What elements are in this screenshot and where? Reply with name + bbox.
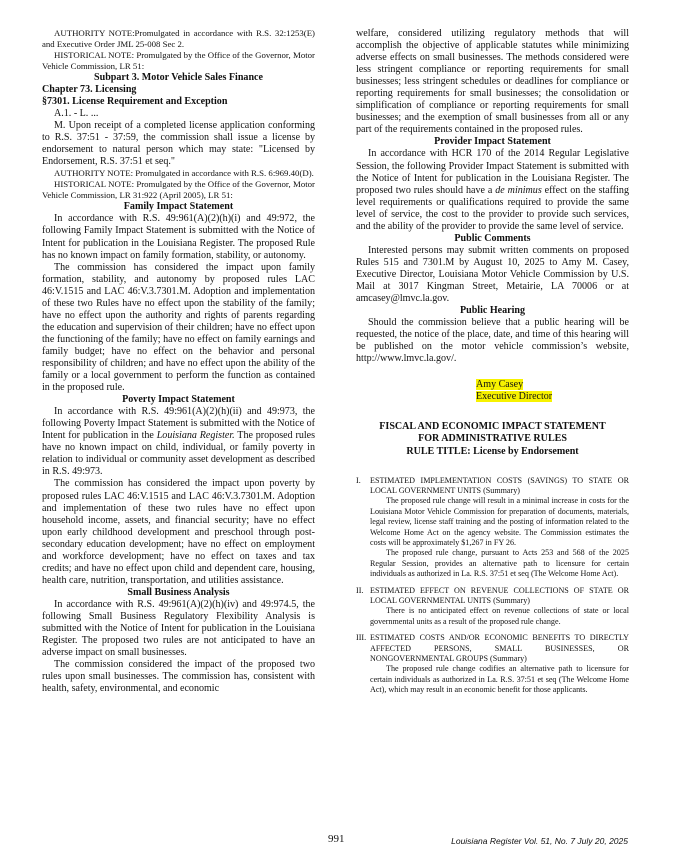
rule-title: RULE TITLE: License by Endorsement [406,445,579,457]
text-run: The proposed rules have no known impact on child, individual, or family poverty in relation to individual or community asset development as described in R.S. 49:973. [42,430,315,478]
paragraph: welfare, considered utilizing regulatory methods that will accomplish the objective of applicable statutes while minimizing adverse effects on small businesses. The methods considered were less stringent compliance or reporting requirements for small businesses; less stringent schedules or deadlines for compliance or reporting requirements for small businesses; the consolidation or simplification of compliance or reporting requirements for small businesses; and the exemption of small businesses from all or any part of the requirements contained in the proposed rules. [356,28,629,136]
right-column [356,28,629,696]
paragraph: Interested persons may submit written comments on proposed Rules 515 and 7301.M by August 10, 2025 to Amy M. Casey, Executive Director, Louisiana Motor Vehicle Commission by U.S. Mail at 3017 Kingman Street, Metairie, LA 70006 or at amcasey@lmvc.la.gov. [356,244,629,305]
publication-info: Louisiana Register Vol. 51, No. 7 July 20, 2025 [451,836,628,846]
paragraph [356,148,629,232]
chapter-heading: Chapter 73. Licensing [42,84,137,96]
paragraph: The commission has considered the impact upon family formation, stability, and autonomy by proposed rules LAC 46:V.1515 and LAC 46:V.3.7301.M. Adoption and implementation of these two Rules have no effect upon the stability of the family; have no effect upon the authority and rights of parents regarding the education and supervision of their children; have no effect upon the functioning of the family; have no effect on family earnings and family budget; have no effect on the behavior and personal responsibility of children; and have no effect upon the ability of the family or a local government to perform the function as contained in the proposed rule. [42,261,315,394]
section-paragraph: The proposed rule change codifies an alternative path to licensure for certain individuals as authorized in La. R.S. 37:51 et seq (The Welcome Home Act), which may result in an economic benefit for those applicants. [370,664,629,695]
fiscal-title-line: FOR ADMINISTRATIVE RULES [418,433,567,445]
section-number: II. [356,585,364,595]
paragraph [42,406,315,478]
signer-title: Executive Director [476,391,553,403]
text-run: effect on the staffing level requirements or qualifications required to provide the same level of service, the cost to the provider to provide such services, and the ability of the provider to provide the same level of service. [356,184,629,232]
family-impact-heading: Family Impact Statement [123,201,234,213]
small-business-heading: Small Business Analysis [127,586,230,598]
page-number: 991 [328,833,345,845]
authority-note: AUTHORITY NOTE: Promulgated in accordance with R.S. 6:969.40(D). [54,168,314,179]
fiscal-section-heading [356,476,629,497]
public-hearing-heading: Public Hearing [459,305,526,317]
italic-text: Louisiana Register. [156,430,235,442]
public-comments-heading: Public Comments [454,232,531,244]
fiscal-section-heading [356,586,629,607]
section-number: I. [356,475,361,485]
text-run: In accordance with R.S. 49:961(A)(2)(h)(ii) and 49:973, the following Poverty Impact Statement is submitted with the Notice of Intent for publication in the [42,406,315,442]
authority-note: AUTHORITY NOTE:Promulgated in accordance with R.S. 32:1253(E) and Executive Order JML 25-008 Sec 2. [42,28,315,49]
section-title: ESTIMATED EFFECT ON REVENUE COLLECTIONS OF STATE OR LOCAL GOVERNMENTAL UNITS (Summary) [370,585,629,606]
poverty-impact-heading: Poverty Impact Statement [122,394,235,406]
signature-block [476,379,629,403]
paragraph: The commission considered the impact of the proposed two rules upon small businesses. The commission has, consistent with health, safety, environmental, and economic [42,659,315,695]
fiscal-section-heading [356,633,629,664]
section-title: ESTIMATED IMPLEMENTATION COSTS (SAVINGS) TO STATE OR LOCAL GOVERNMENT UNITS (Summary) [370,475,629,495]
signer-name: Amy Casey [476,379,524,391]
section-title: ESTIMATED COSTS AND/OR ECONOMIC BENEFITS TO DIRECTLY AFFECTED PERSONS, SMALL BUSINESSES, OR NONGOVERNMENTAL GROUPS (Summary) [370,633,629,664]
paragraph: In accordance with R.S. 49:961(A)(2)(h)(i) and 49:972, the following Family Impact Statement is submitted with the Notice of Intent for publication in the Louisiana Register. The proposed Rule has no known impact on family formation, stability, or autonomy. [42,213,315,261]
section-heading: §7301. License Requirement and Exception [42,96,228,108]
paragraph: M. Upon receipt of a completed license application conforming to R.S. 37:51 - 37:59, the commission shall issue a license by endorsement to natural person which may state: "Licensed by Endorsement, R.S. 37:51 et seq." [42,120,315,168]
section-paragraph: The proposed rule change, pursuant to Acts 253 and 568 of the 2025 Regular Session, provides an alternative path to licensure for certain individuals as authorized in La. R.S. 37:51 et seq (The Welcome Home Act). [370,548,629,579]
paragraph: The commission has considered the impact upon poverty by proposed rules LAC 46:V.1515 and LAC 46:V.3.7301.M. Adoption and implementation of these two rules have no effect upon household income, assets, and financial security; have no effect upon early childhood development and preschool through post-secondary education development; have no effect on employment and workforce development; have no effect on taxes and tax credits; and have no effect upon child and dependent care, housing, health care, nutrition, transportation, and utilities assistance. [42,478,315,586]
section-paragraph: The proposed rule change will result in a minimal increase in costs for the Louisiana Motor Vehicle Commission for preparation of documents, materials, legal review, license staff training and the posting of information related to the Welcome Home Act on the agency website. The Commission estimates the costs will be approximately $1,267 in FY 26. [370,496,629,547]
left-column [42,28,315,695]
paragraph: In accordance with R.S. 49:961(A)(2)(h)(iv) and 49:974.5, the following Small Business Regulatory Flexibility Analysis is submitted with the Notice of Intent for publication in the Louisiana Register. The proposed two rules are not anticipated to have an adverse impact on small businesses. [42,598,315,659]
fiscal-statement-title [356,421,629,457]
historical-note: HISTORICAL NOTE: Promulgated by the Office of the Governor, Motor Vehicle Commission, LR 31:922 (April 2005), LR 51: [42,179,315,201]
paragraph: Should the commission believe that a public hearing will be requested, the notice of the place, date, and time of this hearing will be published on the motor vehicle commission’s website, http://www.lmvc.la.gov/. [356,317,629,365]
section-number: III. [356,633,367,643]
section-paragraph: There is no anticipated effect on revenue collections of state or local governmental units as a result of the proposed rule change. [370,606,629,626]
subpart-heading: Subpart 3. Motor Vehicle Sales Finance [94,72,263,83]
fiscal-title-line: FISCAL AND ECONOMIC IMPACT STATEMENT [379,421,606,433]
historical-note: HISTORICAL NOTE: Promulgated by the Office of the Governor, Motor Vehicle Commission, LR 51: [42,50,315,71]
provider-impact-heading: Provider Impact Statement [434,136,551,148]
text-run: In accordance with HCR 170 of the 2014 Regular Legislative Session, the following Provider Impact Statement is submitted with the Notice of Intent for publication in the Louisiana Register. The proposed two rules should have a [356,148,629,196]
italic-text: de minimus [495,184,542,196]
paragraph: A.1. - L. ... [54,108,99,120]
